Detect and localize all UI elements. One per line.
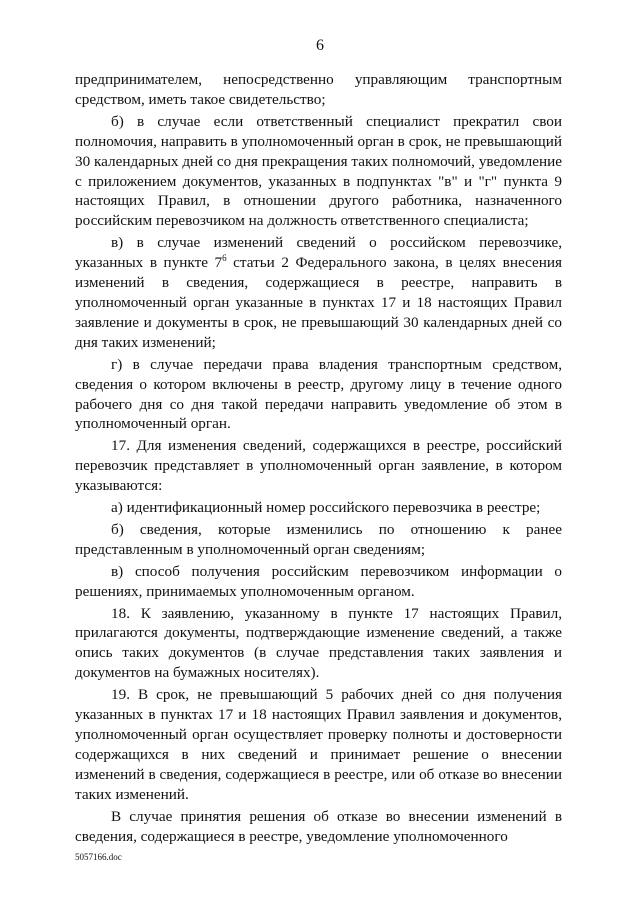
paragraph-subitem-g: г) в случае передачи права владения транспортным средством, сведения о котором включены в реестр, другому лицу в течение одного рабочего дня со дня такой передачи направить уведомление об этом в уполномоченный орган. — [75, 355, 562, 433]
paragraph-item-17-b: б) сведения, которые изменились по отношению к ранее представленным в уполномоченный орган сведениям; — [75, 520, 562, 558]
page-number: 6 — [316, 37, 324, 54]
footer-document-code: 5057166.doc — [75, 852, 122, 862]
document-body — [75, 70, 562, 848]
paragraph-item-17-a: а) идентификационный номер российского перевозчика в реестре; — [111, 499, 541, 517]
paragraph-item-19: 19. В срок, не превышающий 5 рабочих дней со дня получения указанных в пунктах 17 и 18 настоящих Правил заявления и документов, уполномоченный орган осуществляет проверку полноты и достоверности содержащихся в них сведений и принимает решение о внесении изменений в сведения, содержащиеся в реестре, или об отказе во внесении таких изменений. — [75, 686, 562, 803]
paragraph-subitem-v-text-start: в) в случае изменений сведений о российском перевозчике, указанных в пункте 7 — [75, 234, 562, 272]
superscript-article-index: 6 — [222, 253, 227, 264]
paragraph-refusal: В случае принятия решения об отказе во внесении изменений в сведения, содержащиеся в реестре, уведомление уполномоченного — [75, 807, 562, 845]
paragraph-subitem-v — [75, 233, 562, 352]
paragraph-subitem-v-text-end: статьи 2 Федерального закона, в целях внесения изменений в сведения, содержащиеся в реестре, направить в уполномоченный орган указанные в пунктах 17 и 18 настоящих Правил заявление и документы в срок, не превышающий 30 календарных дней со дня таких изменений; — [75, 254, 562, 351]
paragraph-item-18: 18. К заявлению, указанному в пункте 17 настоящих Правил, прилагаются документы, подтверждающие изменение сведений, а также опись таких документов (в случае представления таких заявления и документов на бумажных носителях). — [75, 604, 562, 682]
paragraph-item-17-v: в) способ получения российским перевозчиком информации о решениях, принимаемых уполномоченным органом. — [75, 562, 562, 600]
paragraph-continuation: предпринимателем, непосредственно управляющим транспортным средством, иметь такое свидетельство; — [75, 71, 562, 108]
paragraph-subitem-b: б) в случае если ответственный специалист прекратил свои полномочия, направить в уполномоченный орган в срок, не превышающий 30 календарных дней со дня прекращения таких полномочий, уведомление с приложением документов, указанных в подпунктах "в" и "г" пункта 9 настоящих Правил, в отношении другого работника, назначенного российским перевозчиком на должность ответственного специалиста; — [75, 112, 562, 230]
paragraph-item-17: 17. Для изменения сведений, содержащихся в реестре, российский перевозчик представляет в уполномоченный орган заявление, в котором указываются: — [75, 437, 562, 495]
